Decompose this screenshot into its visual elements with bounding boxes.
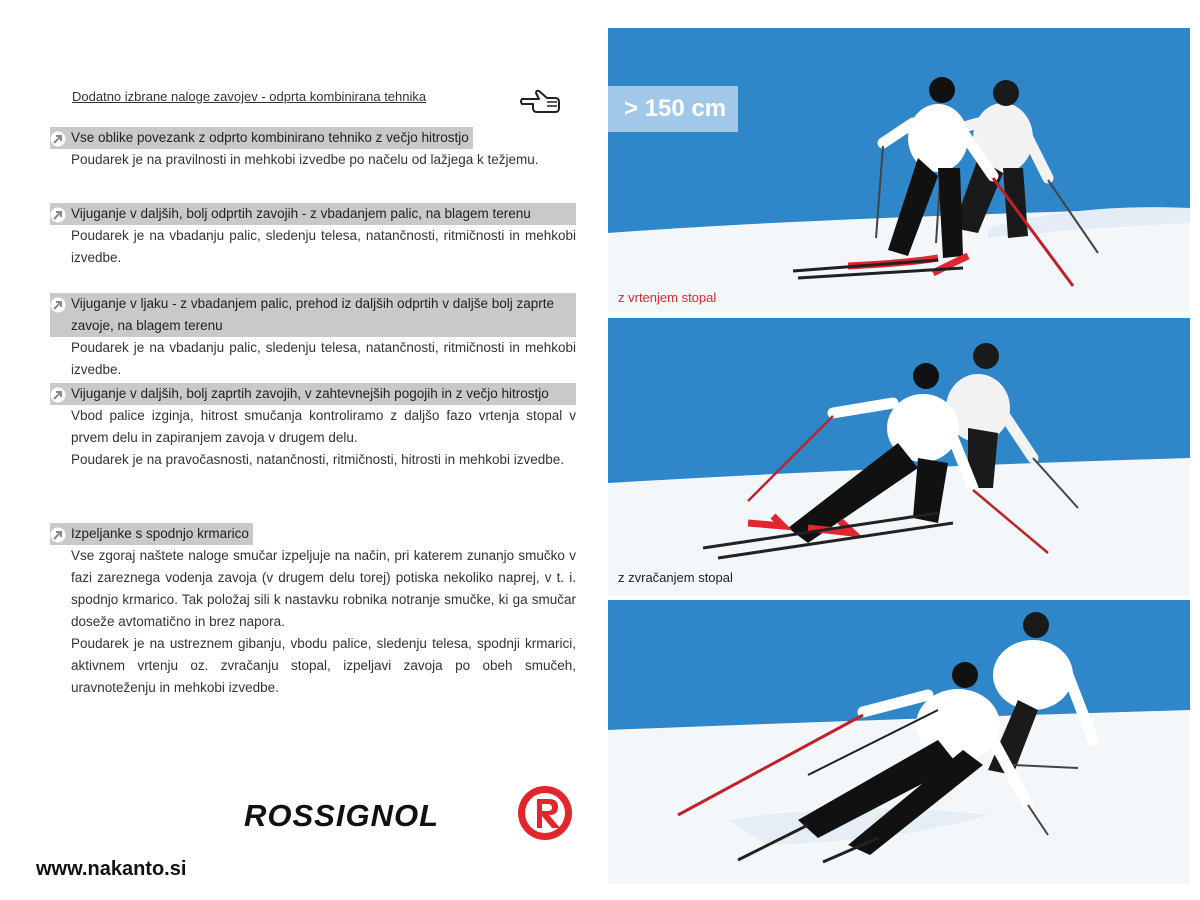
task-item bbox=[50, 203, 576, 269]
task-heading-text: Vijuganje v ljaku - z vbadanjem palic, prehod iz daljših odprtih v dalјše bolj zaprte zavoje, na blagem terenu bbox=[71, 296, 555, 333]
rossignol-logo bbox=[244, 784, 578, 844]
task-item bbox=[50, 127, 576, 171]
ski-photo-1 bbox=[608, 28, 1190, 312]
ski-photo-2 bbox=[608, 318, 1190, 596]
distance-badge: > 150 cm bbox=[608, 86, 738, 132]
task-body-paragraph: Poudarek je na pravilnosti in mehkobi izvedbe po načelu od lažjega k težjemu. bbox=[71, 152, 539, 167]
logo-text: ROSSIGNOL bbox=[244, 798, 440, 833]
rossignol-logo-icon bbox=[516, 784, 574, 842]
arrow-bullet-icon bbox=[50, 131, 66, 147]
task-heading-text: Vijuganje v daljših, bolj odprtih zavojih - z vbadanjem palic, na blagem terenu bbox=[71, 206, 531, 221]
ski-photo-3 bbox=[608, 600, 1190, 884]
task-heading bbox=[50, 523, 253, 545]
task-item bbox=[50, 383, 576, 471]
task-item bbox=[50, 293, 576, 381]
task-body-paragraph: Poudarek je na vbadanju palic, sledenju telesa, natančnosti, ritmičnosti in mehkobi izvedbe. bbox=[71, 228, 576, 265]
arrow-bullet-icon bbox=[50, 207, 66, 223]
pointing-hand-icon bbox=[519, 86, 563, 116]
photo-2-caption: z zvračanjem stopal bbox=[618, 570, 733, 585]
task-heading-text: Vijuganje v daljših, bolj zaprtih zavojih, v zahtevnejših pogojih in z večjo hitrostjo bbox=[71, 386, 549, 401]
ski-photo-2-image bbox=[608, 318, 1190, 596]
arrow-bullet-icon bbox=[50, 387, 66, 403]
task-heading bbox=[50, 127, 473, 149]
page-title: Dodatno izbrane naloge zavojev - odprta kombinirana tehnika bbox=[72, 89, 427, 104]
ski-photo-3-image bbox=[608, 600, 1190, 884]
task-item bbox=[50, 523, 576, 699]
task-body-paragraph: Vse zgoraj naštete naloge smučar izpeljuje na način, pri katerem zunanjo smučko v fazi zareznega vodenja zavoja (v drugem delu torej) potiska nekoliko naprej, v t. i. spodnjo krmarico. Tak položaj sili k nastavku robnika notranje smučke, ki ga smučar doseže avtomatično in brez napora. bbox=[71, 548, 576, 629]
task-body-paragraph: Poudarek je na vbadanju palic, sledenju telesa, natančnosti, ritmičnosti in mehkobi izvedbe. bbox=[71, 340, 576, 377]
task-heading bbox=[50, 203, 576, 225]
task-heading-text: Vse oblike povezank z odprto kombinirano tehniko z večjo hitrostjo bbox=[71, 130, 469, 145]
task-body-paragraph: Vbod palice izginja, hitrost smučanja kontroliramo z daljšo fazo vrtenja stopal v prvem delu in zapiranjem zavoja v drugem delu. bbox=[71, 408, 576, 445]
task-body-paragraph: Poudarek je na ustreznem gibanju, vbodu palice, sledenju telesa, spodnji krmarici, aktivnem vrtenju oz. zvračanju stopal, izpeljavi zavoja po obeh smučeh, uravnoteženju in mehkobi izvedbe. bbox=[71, 636, 576, 695]
arrow-bullet-icon bbox=[50, 527, 66, 543]
photo-1-caption: z vrtenjem stopal bbox=[618, 290, 717, 305]
arrow-bullet-icon bbox=[50, 297, 66, 313]
task-heading bbox=[50, 293, 576, 337]
website-url[interactable]: www.nakanto.si bbox=[36, 858, 187, 880]
task-body-paragraph: Poudarek je na pravočasnosti, natančnosti, ritmičnosti, hitrosti in mehkobi izvedbe. bbox=[71, 452, 565, 467]
ski-photo-1-image bbox=[608, 28, 1190, 312]
task-heading bbox=[50, 383, 576, 405]
task-heading-text: Izpeljanke s spodnjo krmarico bbox=[71, 526, 249, 541]
